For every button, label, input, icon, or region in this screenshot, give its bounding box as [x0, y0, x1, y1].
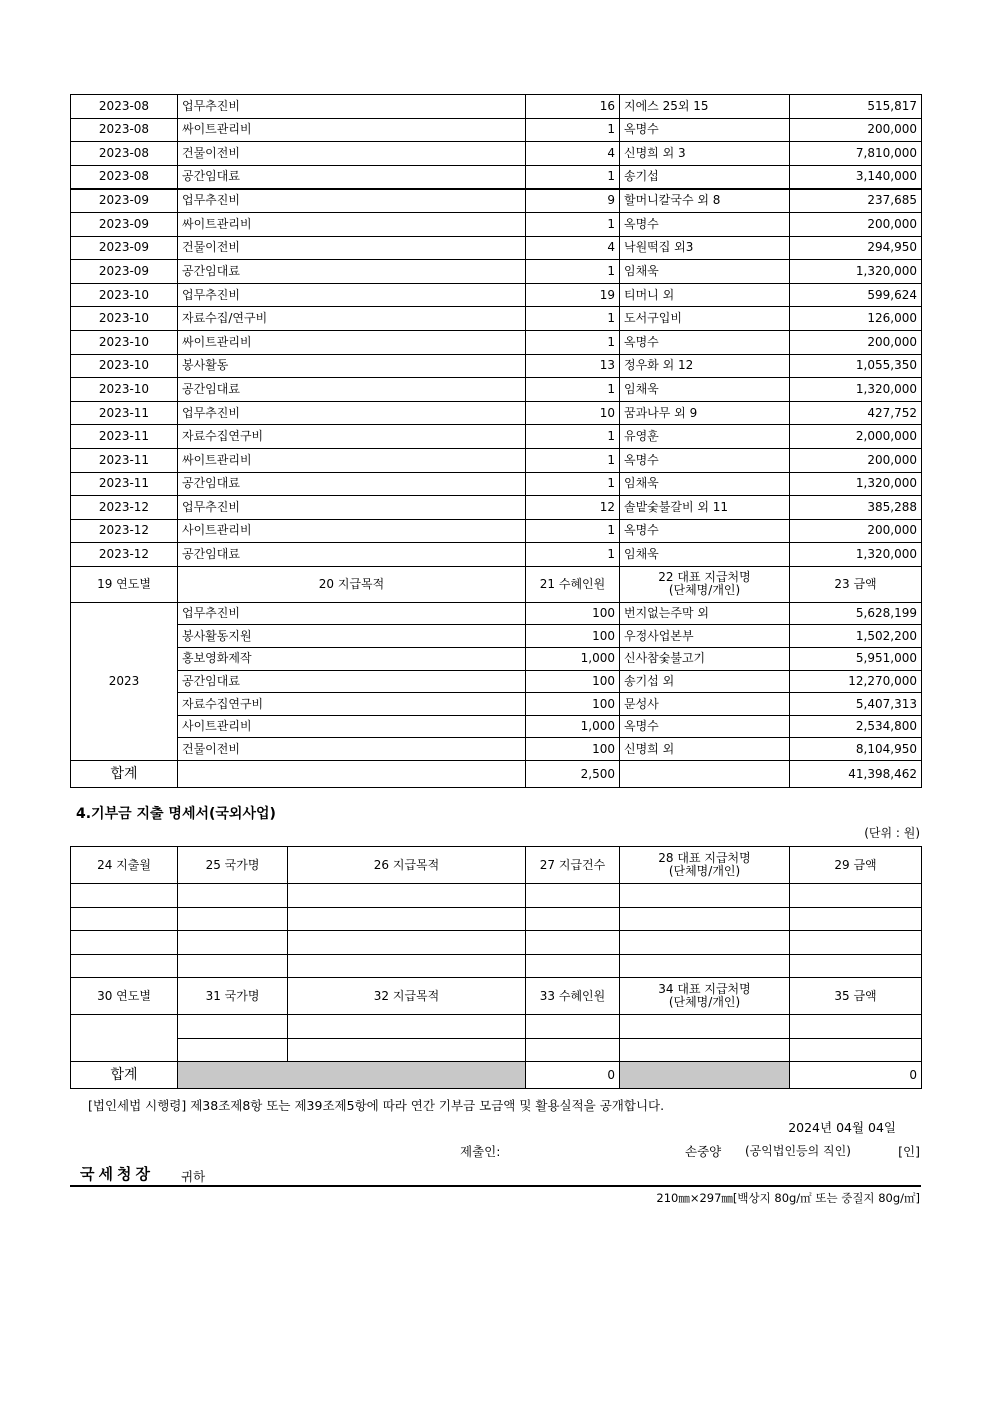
summary-row [71, 602, 922, 625]
summary-year: 2023 [71, 602, 178, 760]
row-amount: 200,000 [790, 118, 922, 142]
row-amount: 3,140,000 [790, 165, 922, 189]
table-row [71, 307, 922, 331]
table-row [71, 236, 922, 260]
summary-payee: 번지없는주막 외 [620, 602, 790, 625]
overseas-expenditure-table [70, 846, 922, 1089]
row-payee: 옥명수 [620, 330, 790, 354]
domestic-expenditure-body [71, 95, 922, 788]
table-row [71, 931, 922, 955]
submitter-label: 제출인: [460, 1144, 501, 1159]
table-row [71, 1015, 922, 1039]
row-date: 2023-09 [71, 236, 178, 260]
table-row [71, 448, 922, 472]
summary-header-beneficiaries: 33 수혜인원 [526, 978, 620, 1015]
row-purpose: 싸이트관리비 [178, 448, 526, 472]
row-amount: 1,320,000 [790, 260, 922, 284]
row-count: 1 [526, 425, 620, 449]
table-row [71, 425, 922, 449]
summary-header-amount: 23 금액 [790, 566, 922, 602]
summary-purpose: 자료수집연구비 [178, 693, 526, 716]
table-row [71, 519, 922, 543]
row-purpose: 공간임대료 [178, 165, 526, 189]
row-count: 1 [526, 330, 620, 354]
row-date: 2023-10 [71, 354, 178, 378]
row-amount: 237,685 [790, 189, 922, 213]
summary-header-payee-line1: 34 대표 지급처명 [658, 982, 751, 996]
row-purpose: 업무추진비 [178, 401, 526, 425]
summary-header-amount: 35 금액 [790, 978, 922, 1015]
summary-row [71, 670, 922, 693]
summary-purpose: 업무추진비 [178, 602, 526, 625]
summary-beneficiaries: 1,000 [526, 648, 620, 671]
summary-payee: 옥명수 [620, 715, 790, 738]
row-date: 2023-11 [71, 472, 178, 496]
summary-purpose: 홍보영화제작 [178, 648, 526, 671]
row-purpose: 싸이트관리비 [178, 212, 526, 236]
total-row [71, 761, 922, 788]
row-payee: 지에스 25외 15 [620, 95, 790, 119]
row-date: 2023-12 [71, 543, 178, 567]
total-payee-blank [620, 761, 790, 788]
summary-amount: 8,104,950 [790, 738, 922, 761]
shaded-cell [178, 1062, 526, 1089]
row-amount: 200,000 [790, 519, 922, 543]
row-date: 2023-10 [71, 283, 178, 307]
row-purpose: 공간임대료 [178, 543, 526, 567]
row-payee: 낙원떡집 외3 [620, 236, 790, 260]
row-amount: 7,810,000 [790, 142, 922, 166]
row-purpose: 업무추진비 [178, 95, 526, 119]
row-count: 1 [526, 118, 620, 142]
row-count: 1 [526, 543, 620, 567]
row-date: 2023-11 [71, 401, 178, 425]
row-payee: 도서구입비 [620, 307, 790, 331]
overseas-total-label: 합계 [71, 1062, 178, 1089]
header-payee-line2: (단체명/개인) [668, 864, 741, 878]
row-amount: 2,000,000 [790, 425, 922, 449]
row-count: 1 [526, 378, 620, 402]
table-row [71, 212, 922, 236]
row-date: 2023-08 [71, 95, 178, 119]
header-count: 27 지급건수 [526, 847, 620, 884]
total-amount: 41,398,462 [790, 761, 922, 788]
table-row [71, 401, 922, 425]
row-payee: 임채욱 [620, 260, 790, 284]
submitter-name: 손중양 [685, 1144, 722, 1159]
summary-amount: 12,270,000 [790, 670, 922, 693]
row-date: 2023-10 [71, 330, 178, 354]
header-purpose: 26 지급목적 [288, 847, 526, 884]
row-date: 2023-08 [71, 142, 178, 166]
row-date: 2023-09 [71, 260, 178, 284]
row-payee: 옥명수 [620, 448, 790, 472]
row-payee: 유영훈 [620, 425, 790, 449]
row-purpose: 업무추진비 [178, 189, 526, 213]
row-count: 10 [526, 401, 620, 425]
row-amount: 1,320,000 [790, 472, 922, 496]
overseas-summary-header-row [71, 978, 922, 1015]
row-payee: 임채욱 [620, 543, 790, 567]
summary-amount: 1,502,200 [790, 625, 922, 648]
table-row [71, 283, 922, 307]
submitter-note: (공익법인등의 직인) [745, 1144, 851, 1158]
row-count: 12 [526, 496, 620, 520]
row-payee: 임채욱 [620, 378, 790, 402]
row-amount: 294,950 [790, 236, 922, 260]
table-row [71, 260, 922, 284]
summary-purpose: 사이트관리비 [178, 715, 526, 738]
total-beneficiaries: 2,500 [526, 761, 620, 788]
row-amount: 200,000 [790, 448, 922, 472]
row-payee: 솔밭숯불갈비 외 11 [620, 496, 790, 520]
table-row [71, 954, 922, 978]
shaded-cell [620, 1062, 790, 1089]
row-count: 19 [526, 283, 620, 307]
row-date: 2023-12 [71, 519, 178, 543]
summary-beneficiaries: 100 [526, 693, 620, 716]
overseas-total-row [71, 1062, 922, 1089]
row-purpose: 공간임대료 [178, 260, 526, 284]
table-row [71, 543, 922, 567]
row-date: 2023-08 [71, 118, 178, 142]
row-count: 16 [526, 95, 620, 119]
paper-spec: 210㎜×297㎜[백상지 80g/㎡ 또는 중질지 80g/㎡] [656, 1191, 920, 1205]
summary-row [71, 738, 922, 761]
row-payee: 정우화 외 12 [620, 354, 790, 378]
summary-payee: 우정사업본부 [620, 625, 790, 648]
table-row [71, 1038, 922, 1062]
row-purpose: 공간임대료 [178, 472, 526, 496]
table-row [71, 472, 922, 496]
summary-header-payee [620, 978, 790, 1015]
summary-row [71, 715, 922, 738]
recipient: 국세청장 [80, 1165, 154, 1183]
summary-payee: 신사참숯불고기 [620, 648, 790, 671]
summary-purpose: 공간임대료 [178, 670, 526, 693]
table-row [71, 378, 922, 402]
row-count: 1 [526, 260, 620, 284]
row-purpose: 사이트관리비 [178, 519, 526, 543]
submission-date: 2024년 04월 04일 [788, 1120, 896, 1135]
row-date: 2023-09 [71, 189, 178, 213]
summary-header-year: 19 연도별 [71, 566, 178, 602]
row-amount: 515,817 [790, 95, 922, 119]
overseas-total-amount: 0 [790, 1062, 922, 1089]
summary-row [71, 625, 922, 648]
overseas-header-row [71, 847, 922, 884]
row-purpose: 자료수집연구비 [178, 425, 526, 449]
row-count: 1 [526, 165, 620, 189]
row-purpose: 건물이전비 [178, 236, 526, 260]
summary-amount: 5,407,313 [790, 693, 922, 716]
seal-mark: [인] [898, 1144, 920, 1159]
row-date: 2023-10 [71, 307, 178, 331]
row-amount: 1,320,000 [790, 378, 922, 402]
row-count: 1 [526, 448, 620, 472]
row-payee: 옥명수 [620, 212, 790, 236]
header-payee-line1: 28 대표 지급처명 [658, 851, 751, 865]
table-row [71, 142, 922, 166]
table-row [71, 118, 922, 142]
summary-header-beneficiaries: 21 수혜인원 [526, 566, 620, 602]
row-count: 4 [526, 236, 620, 260]
bottom-rule [70, 1185, 921, 1187]
summary-header-year: 30 연도별 [71, 978, 178, 1015]
row-date: 2023-11 [71, 448, 178, 472]
row-payee: 티머니 외 [620, 283, 790, 307]
row-count: 1 [526, 519, 620, 543]
law-notice: [법인세법 시행령] 제38조제8항 또는 제39조제5항에 따라 연간 기부금 모금액 및 활용실적을 공개합니다. [88, 1098, 665, 1113]
row-amount: 200,000 [790, 330, 922, 354]
summary-beneficiaries: 100 [526, 625, 620, 648]
row-amount: 385,288 [790, 496, 922, 520]
row-purpose: 공간임대료 [178, 378, 526, 402]
summary-payee: 신명희 외 [620, 738, 790, 761]
table-row [71, 95, 922, 119]
row-count: 13 [526, 354, 620, 378]
total-purpose-blank [178, 761, 526, 788]
row-payee: 송기섭 [620, 165, 790, 189]
row-purpose: 싸이트관리비 [178, 330, 526, 354]
row-payee: 꿈과나무 외 9 [620, 401, 790, 425]
row-date: 2023-11 [71, 425, 178, 449]
header-country: 25 국가명 [178, 847, 288, 884]
summary-header-payee-line2: (단체명/개인) [668, 583, 741, 598]
row-payee: 할머니칼국수 외 8 [620, 189, 790, 213]
table-row [71, 907, 922, 931]
summary-purpose: 봉사활동지원 [178, 625, 526, 648]
header-payee [620, 847, 790, 884]
summary-header-country: 31 국가명 [178, 978, 288, 1015]
summary-row [71, 648, 922, 671]
row-count: 4 [526, 142, 620, 166]
summary-beneficiaries: 100 [526, 602, 620, 625]
summary-header-payee [620, 566, 790, 602]
header-month: 24 지출월 [71, 847, 178, 884]
row-payee: 옥명수 [620, 118, 790, 142]
domestic-expenditure-table [70, 94, 922, 788]
section4-title: 4.기부금 지출 명세서(국외사업) [76, 806, 276, 822]
row-count: 1 [526, 307, 620, 331]
honorific: 귀하 [181, 1169, 206, 1184]
header-amount: 29 금액 [790, 847, 922, 884]
row-purpose: 자료수집/연구비 [178, 307, 526, 331]
row-date: 2023-12 [71, 496, 178, 520]
row-date: 2023-10 [71, 378, 178, 402]
overseas-total-beneficiaries: 0 [526, 1062, 620, 1089]
row-purpose: 건물이전비 [178, 142, 526, 166]
summary-beneficiaries: 100 [526, 738, 620, 761]
row-payee: 임채욱 [620, 472, 790, 496]
table-row [71, 884, 922, 908]
row-purpose: 봉사활동 [178, 354, 526, 378]
unit-label: (단위 : 원) [864, 826, 920, 840]
row-date: 2023-09 [71, 212, 178, 236]
summary-beneficiaries: 1,000 [526, 715, 620, 738]
summary-header-row [71, 566, 922, 602]
table-row [71, 189, 922, 213]
table-row [71, 330, 922, 354]
summary-amount: 2,534,800 [790, 715, 922, 738]
row-payee: 옥명수 [620, 519, 790, 543]
table-row [71, 496, 922, 520]
summary-payee: 송기섭 외 [620, 670, 790, 693]
summary-amount: 5,951,000 [790, 648, 922, 671]
row-purpose: 업무추진비 [178, 283, 526, 307]
row-count: 1 [526, 472, 620, 496]
row-purpose: 싸이트관리비 [178, 118, 526, 142]
row-payee: 신명희 외 3 [620, 142, 790, 166]
row-amount: 599,624 [790, 283, 922, 307]
summary-header-payee-line2: (단체명/개인) [668, 995, 741, 1009]
row-amount: 427,752 [790, 401, 922, 425]
summary-purpose: 건물이전비 [178, 738, 526, 761]
row-count: 9 [526, 189, 620, 213]
summary-payee: 문성사 [620, 693, 790, 716]
row-amount: 126,000 [790, 307, 922, 331]
summary-amount: 5,628,199 [790, 602, 922, 625]
total-label: 합계 [71, 761, 178, 788]
row-amount: 1,320,000 [790, 543, 922, 567]
table-row [71, 354, 922, 378]
summary-header-purpose: 20 지급목적 [178, 566, 526, 602]
summary-beneficiaries: 100 [526, 670, 620, 693]
row-amount: 1,055,350 [790, 354, 922, 378]
row-date: 2023-08 [71, 165, 178, 189]
row-count: 1 [526, 212, 620, 236]
row-purpose: 업무추진비 [178, 496, 526, 520]
summary-header-purpose: 32 지급목적 [288, 978, 526, 1015]
row-amount: 200,000 [790, 212, 922, 236]
table-row [71, 165, 922, 189]
summary-header-payee-line1: 22 대표 지급처명 [658, 570, 751, 585]
summary-row [71, 693, 922, 716]
